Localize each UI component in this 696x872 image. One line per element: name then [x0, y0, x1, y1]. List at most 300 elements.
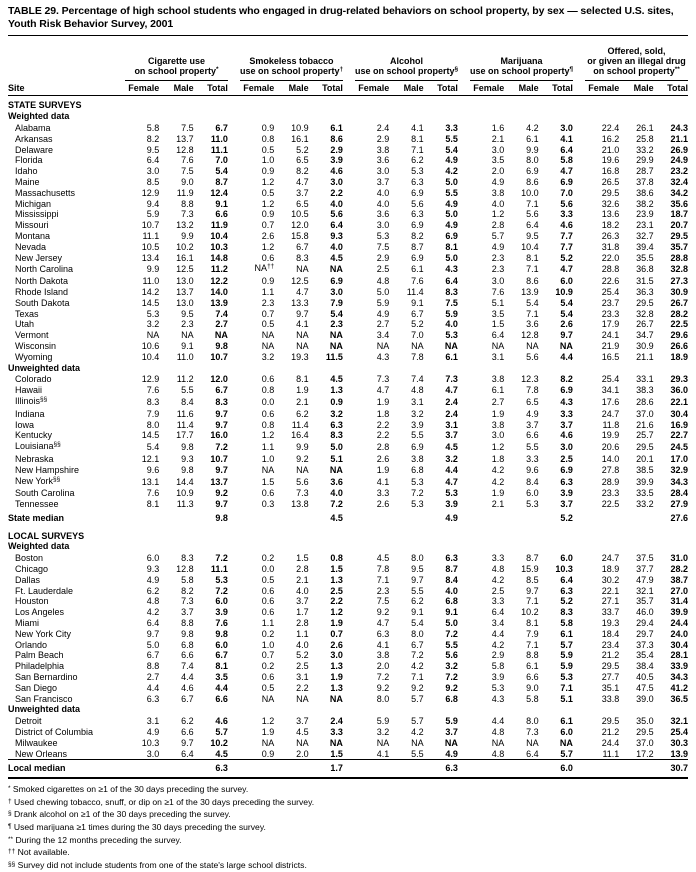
value-cell: 8.2: [560, 374, 573, 385]
value-cell: 6.0: [146, 553, 160, 564]
value-cell: 21.1: [636, 351, 654, 362]
value-cell: 6.8: [445, 596, 458, 607]
group-gap: [573, 188, 585, 199]
value-cell: 2.9: [491, 650, 505, 661]
value-cell: 3.1: [445, 419, 458, 430]
value-cell: 10.9: [291, 123, 309, 133]
value-cell: 19.3: [291, 351, 309, 362]
value-cell: 12.0: [210, 374, 228, 385]
value-cell: 35.5: [636, 252, 654, 263]
value-cell: 4.5: [330, 374, 343, 385]
value-cell: 2.0: [296, 748, 309, 759]
group-gap: [458, 661, 470, 672]
value-cell: 7.5: [181, 166, 194, 177]
value-cell: 36.0: [670, 385, 688, 396]
value-cell: 1.9: [491, 408, 505, 419]
site-cell: Hawaii: [15, 385, 43, 396]
value-cell: 12.9: [141, 374, 160, 385]
value-cell: 5.3: [445, 488, 458, 499]
sub-column-header: Male: [619, 80, 653, 96]
value-cell: 30.3: [670, 737, 688, 748]
value-cell: NA††: [254, 263, 275, 274]
value-cell: 32.6: [601, 198, 620, 209]
value-cell: 16.0: [210, 430, 228, 441]
group-gap: [458, 715, 470, 727]
group-gap: [228, 488, 240, 499]
value-cell: [504, 510, 538, 527]
group-gap: [458, 727, 470, 738]
value-cell: 0.9: [261, 166, 275, 177]
value-cell: 7.5: [181, 123, 194, 133]
footnote-marker: §§: [53, 475, 61, 483]
value-cell: 5.7: [560, 639, 573, 650]
value-cell: 5.2: [560, 252, 573, 263]
value-cell: 2.9: [376, 252, 390, 263]
group-gap: [458, 145, 470, 156]
site-cell: Mississippi: [15, 209, 59, 220]
subsection-label: Weighted data: [8, 111, 70, 122]
site-column-spacer: [8, 46, 125, 80]
value-cell: 6.7: [296, 241, 309, 252]
table-row: [8, 341, 688, 352]
value-cell: 9.6: [526, 464, 539, 475]
value-cell: 6.6: [181, 727, 194, 738]
value-cell: 27.3: [670, 276, 688, 287]
group-gap: [458, 220, 470, 231]
value-cell: 21.1: [670, 133, 688, 144]
value-cell: 7.3: [376, 374, 390, 385]
value-cell: 9.7: [411, 574, 424, 585]
value-cell: 6.4: [330, 220, 343, 231]
value-cell: 5.1: [560, 693, 573, 704]
table-row: [8, 231, 688, 242]
value-cell: 3.7: [445, 727, 458, 738]
value-cell: 33.1: [636, 374, 654, 385]
value-cell: [619, 510, 653, 527]
value-cell: 3.9: [491, 672, 505, 683]
site-cell: Delaware: [15, 144, 54, 155]
group-gap: [573, 220, 585, 231]
group-gap: [458, 420, 470, 431]
value-cell: 40.5: [636, 672, 654, 683]
value-cell: 4.9: [491, 176, 505, 187]
value-cell: 4.2: [411, 661, 424, 672]
value-cell: 10.6: [141, 340, 160, 351]
group-gap: [228, 287, 240, 298]
group-gap: [343, 749, 355, 760]
value-cell: 2.2: [376, 430, 390, 441]
value-cell: NA: [329, 737, 343, 748]
group-gap: [228, 298, 240, 309]
group-gap: [573, 122, 585, 134]
value-cell: 8.2: [146, 133, 160, 144]
value-cell: 4.9: [445, 198, 458, 209]
value-cell: 7.7: [560, 241, 573, 252]
value-cell: 1.2: [491, 442, 505, 453]
value-cell: 4.1: [376, 476, 390, 487]
value-cell: 0.6: [261, 374, 275, 385]
value-cell: 7.4: [181, 661, 194, 672]
value-cell: 28.2: [670, 308, 688, 319]
group-gap: [573, 46, 585, 80]
value-cell: 14.0: [210, 286, 228, 297]
value-cell: 2.8: [491, 220, 505, 231]
value-cell: 4.1: [411, 123, 424, 133]
value-cell: 4.4: [181, 672, 194, 683]
value-cell: 5.3: [445, 330, 458, 341]
group-gap: [573, 650, 585, 661]
site-cell: San Diego: [15, 682, 58, 693]
group-gap: [343, 618, 355, 629]
value-cell: 3.9: [411, 419, 424, 430]
value-cell: 7.4: [411, 374, 424, 385]
value-cell: 13.9: [521, 286, 539, 297]
value-cell: 5.5: [445, 187, 458, 198]
value-cell: 1.7: [309, 760, 343, 778]
value-cell: 0.6: [261, 607, 275, 618]
value-cell: 4.7: [376, 618, 390, 629]
value-cell: 10.7: [141, 220, 160, 231]
value-cell: 26.3: [601, 230, 620, 241]
value-cell: 23.4: [601, 639, 620, 650]
value-cell: 14.4: [176, 476, 194, 487]
value-cell: 8.0: [411, 553, 424, 564]
value-cell: 37.3: [636, 639, 654, 650]
sub-column-header: Total: [654, 80, 688, 96]
value-cell: 29.5: [601, 187, 620, 198]
group-gap: [458, 298, 470, 309]
value-cell: 6.4: [560, 144, 573, 155]
value-cell: NA: [261, 464, 275, 475]
table-row: [8, 715, 688, 727]
value-cell: 1.2: [261, 198, 275, 209]
value-cell: 35.6: [670, 198, 688, 209]
site-cell: Colorado: [15, 374, 52, 385]
group-gap: [573, 738, 585, 749]
group-gap: [458, 629, 470, 640]
group-gap: [573, 564, 585, 575]
value-cell: 9.7: [526, 585, 539, 596]
table-row: [8, 409, 688, 420]
value-cell: 3.6: [376, 155, 390, 166]
value-cell: [240, 510, 274, 527]
group-gap: [573, 341, 585, 352]
group-gap: [228, 80, 240, 96]
value-cell: 2.5: [491, 585, 505, 596]
value-cell: 1.2: [261, 716, 275, 727]
value-cell: 17.7: [176, 430, 194, 441]
value-cell: 4.6: [560, 220, 573, 231]
value-cell: 22.7: [670, 430, 688, 441]
value-cell: [470, 760, 504, 778]
value-cell: 8.4: [181, 396, 194, 407]
value-cell: 9.2: [376, 682, 390, 693]
table-row: [8, 373, 688, 385]
table-row: [8, 661, 688, 672]
value-cell: 1.2: [330, 607, 343, 618]
value-cell: NA: [559, 737, 573, 748]
value-cell: 0.0: [261, 564, 275, 575]
group-gap: [573, 298, 585, 309]
column-group-line: use on school property§: [355, 66, 459, 77]
value-cell: [159, 510, 193, 527]
value-cell: 35.1: [601, 682, 620, 693]
value-cell: 6.9: [411, 220, 424, 231]
value-cell: 24.4: [601, 737, 620, 748]
group-gap: [458, 586, 470, 597]
value-cell: 11.3: [176, 499, 194, 510]
value-cell: 39.9: [636, 476, 654, 487]
value-cell: 7.1: [526, 264, 539, 275]
value-cell: 7.9: [526, 628, 539, 639]
value-cell: 2.5: [330, 585, 343, 596]
group-gap: [573, 596, 585, 607]
subsection-label: Unweighted data: [8, 704, 81, 715]
column-group-line: or given an illegal drug: [587, 56, 686, 67]
value-cell: 16.1: [291, 133, 309, 144]
site-cell: Vermont: [15, 330, 49, 341]
value-cell: 9.1: [215, 198, 228, 209]
group-gap: [343, 385, 355, 396]
value-cell: 8.3: [215, 396, 228, 407]
header-sub-row: [8, 80, 688, 96]
value-cell: 29.5: [636, 442, 654, 453]
value-cell: 0.5: [261, 682, 275, 693]
column-group-line: Cigarette use: [147, 56, 205, 67]
group-gap: [573, 499, 585, 510]
value-cell: 4.8: [146, 596, 160, 607]
value-cell: 6.6: [215, 693, 228, 704]
value-cell: 4.9: [146, 727, 160, 738]
value-cell: 8.8: [181, 198, 194, 209]
value-cell: 9.9: [181, 230, 194, 241]
value-cell: 1.8: [376, 408, 390, 419]
group-gap: [458, 122, 470, 134]
group-gap: [573, 409, 585, 420]
value-cell: 7.1: [526, 639, 539, 650]
value-cell: 8.4: [526, 476, 539, 487]
site-cell: North Carolina: [15, 264, 74, 275]
value-cell: 35.4: [636, 650, 654, 661]
table-row: [8, 672, 688, 683]
site-cell: Rhode Island: [15, 286, 69, 297]
value-cell: 28.9: [601, 476, 620, 487]
group-gap: [458, 465, 470, 476]
value-cell: 1.2: [261, 241, 275, 252]
group-gap: [343, 80, 355, 96]
group-gap: [458, 738, 470, 749]
group-gap: [343, 396, 355, 409]
value-cell: 0.5: [261, 144, 275, 155]
site-column-header: Site: [8, 80, 125, 96]
value-cell: 5.7: [560, 748, 573, 759]
table-row: [8, 263, 688, 276]
value-cell: 9.9: [526, 144, 539, 155]
group-gap: [343, 155, 355, 166]
group-gap: [343, 409, 355, 420]
group-gap: [343, 596, 355, 607]
group-gap: [228, 409, 240, 420]
value-cell: 7.2: [215, 442, 228, 453]
site-cell: Florida: [15, 155, 43, 166]
table-row: [8, 155, 688, 166]
value-cell: 6.2: [146, 585, 160, 596]
table-row: [8, 704, 688, 715]
value-cell: 37.8: [636, 176, 654, 187]
group-gap: [573, 80, 585, 96]
group-gap: [458, 385, 470, 396]
table-row: [8, 683, 688, 694]
group-gap: [573, 476, 585, 489]
value-cell: 6.4: [526, 220, 539, 231]
value-cell: 39.4: [636, 241, 654, 252]
table-row: [8, 441, 688, 454]
group-gap: [573, 177, 585, 188]
group-gap: [573, 694, 585, 705]
value-cell: [355, 760, 389, 778]
value-cell: 19.3: [601, 618, 620, 629]
group-gap: [343, 499, 355, 510]
value-cell: 3.4: [376, 330, 390, 341]
value-cell: 5.3: [411, 166, 424, 177]
group-gap: [228, 177, 240, 188]
value-cell: 1.5: [491, 319, 505, 330]
group-gap: [343, 220, 355, 231]
group-gap: [573, 352, 585, 363]
group-gap: [458, 607, 470, 618]
value-cell: 9.4: [146, 198, 160, 209]
site-cell: South Carolina: [15, 488, 75, 499]
sub-column-header: Female: [355, 80, 389, 96]
value-cell: 18.9: [601, 564, 620, 575]
footnote-marker: †: [339, 66, 344, 74]
value-cell: 21.6: [636, 419, 654, 430]
group-gap: [343, 672, 355, 683]
value-cell: 10.7: [210, 351, 228, 362]
value-cell: 11.2: [210, 264, 228, 275]
column-group-line: Alcohol: [389, 56, 423, 67]
value-cell: 9.2: [411, 682, 424, 693]
site-cell: Chicago: [15, 564, 49, 575]
value-cell: 18.2: [601, 220, 620, 231]
value-cell: 3.8: [491, 374, 505, 385]
value-cell: 13.7: [176, 286, 194, 297]
table-row: [8, 596, 688, 607]
value-cell: 0.8: [261, 133, 275, 144]
value-cell: 5.2: [296, 650, 309, 661]
group-gap: [573, 242, 585, 253]
value-cell: 6.4: [146, 618, 160, 629]
value-cell: 30.9: [670, 286, 688, 297]
value-cell: 5.6: [330, 209, 343, 220]
value-cell: 3.0: [146, 748, 160, 759]
site-cell: Iowa: [15, 419, 35, 430]
table-title: TABLE 29. Percentage of high school students who engaged in drug-related behaviors on school property, by sex — selected U.S. sites, Youth Risk Behavior Survey, 2001: [8, 5, 674, 30]
value-cell: 37.0: [636, 408, 654, 419]
value-cell: 8.3: [181, 553, 194, 564]
site-cell: Alabama: [15, 123, 51, 133]
value-cell: NA: [329, 693, 343, 704]
group-gap: [228, 385, 240, 396]
value-cell: 6.0: [215, 596, 228, 607]
group-gap: [573, 727, 585, 738]
value-cell: 0.7: [261, 308, 275, 319]
value-cell: 6.2: [296, 408, 309, 419]
value-cell: 29.5: [636, 727, 654, 738]
value-cell: NA: [261, 693, 275, 704]
value-cell: 17.0: [670, 453, 688, 464]
value-cell: 9.1: [181, 340, 194, 351]
group-gap: [228, 749, 240, 760]
value-cell: 23.3: [601, 308, 620, 319]
value-cell: 21.2: [601, 727, 620, 738]
value-cell: 11.1: [602, 748, 620, 759]
group-gap: [458, 499, 470, 510]
value-cell: 6.1: [526, 661, 539, 672]
group-gap: [343, 476, 355, 489]
sub-column-header: Female: [470, 80, 504, 96]
value-cell: 1.5: [330, 564, 343, 575]
sub-column-header: Total: [194, 80, 228, 96]
value-cell: 8.2: [411, 230, 424, 241]
value-cell: 6.9: [411, 187, 424, 198]
value-cell: 4.0: [445, 585, 458, 596]
sub-column-header: Male: [159, 80, 193, 96]
value-cell: 30.7: [654, 760, 688, 778]
group-gap: [228, 650, 240, 661]
value-cell: 2.9: [376, 133, 390, 144]
value-cell: 9.0: [181, 176, 194, 187]
value-cell: 7.2: [376, 672, 390, 683]
group-gap: [228, 319, 240, 330]
value-cell: 11.9: [176, 187, 194, 198]
value-cell: 3.2: [261, 351, 275, 362]
value-cell: 12.1: [141, 453, 160, 464]
group-gap: [343, 188, 355, 199]
value-cell: 11.2: [176, 374, 194, 385]
table-row: [8, 527, 688, 542]
group-gap: [458, 672, 470, 683]
value-cell: 7.6: [181, 155, 194, 166]
value-cell: 13.6: [601, 209, 620, 220]
value-cell: 6.4: [491, 330, 505, 341]
value-cell: 26.6: [670, 340, 688, 351]
value-cell: 6.6: [526, 672, 539, 683]
value-cell: 23.9: [636, 209, 654, 220]
subsection-label: Weighted data: [8, 541, 70, 552]
value-cell: 34.3: [670, 476, 688, 487]
group-gap: [573, 454, 585, 465]
value-cell: 1.5: [261, 476, 275, 487]
value-cell: 4.0: [445, 319, 458, 330]
column-group-label: [240, 46, 343, 80]
group-gap: [228, 629, 240, 640]
group-gap: [458, 341, 470, 352]
value-cell: 3.9: [560, 488, 573, 499]
value-cell: 10.4: [521, 241, 539, 252]
value-cell: 8.1: [526, 618, 539, 629]
value-cell: 8.6: [526, 176, 539, 187]
value-cell: 22.5: [670, 319, 688, 330]
value-cell: 2.8: [376, 442, 390, 453]
value-cell: 8.3: [296, 252, 309, 263]
value-cell: 0.8: [330, 553, 343, 564]
value-cell: 10.3: [141, 737, 160, 748]
value-cell: 22.4: [601, 123, 620, 133]
value-cell: 6.1: [445, 351, 458, 362]
value-cell: 24.7: [601, 408, 620, 419]
group-gap: [458, 46, 470, 80]
